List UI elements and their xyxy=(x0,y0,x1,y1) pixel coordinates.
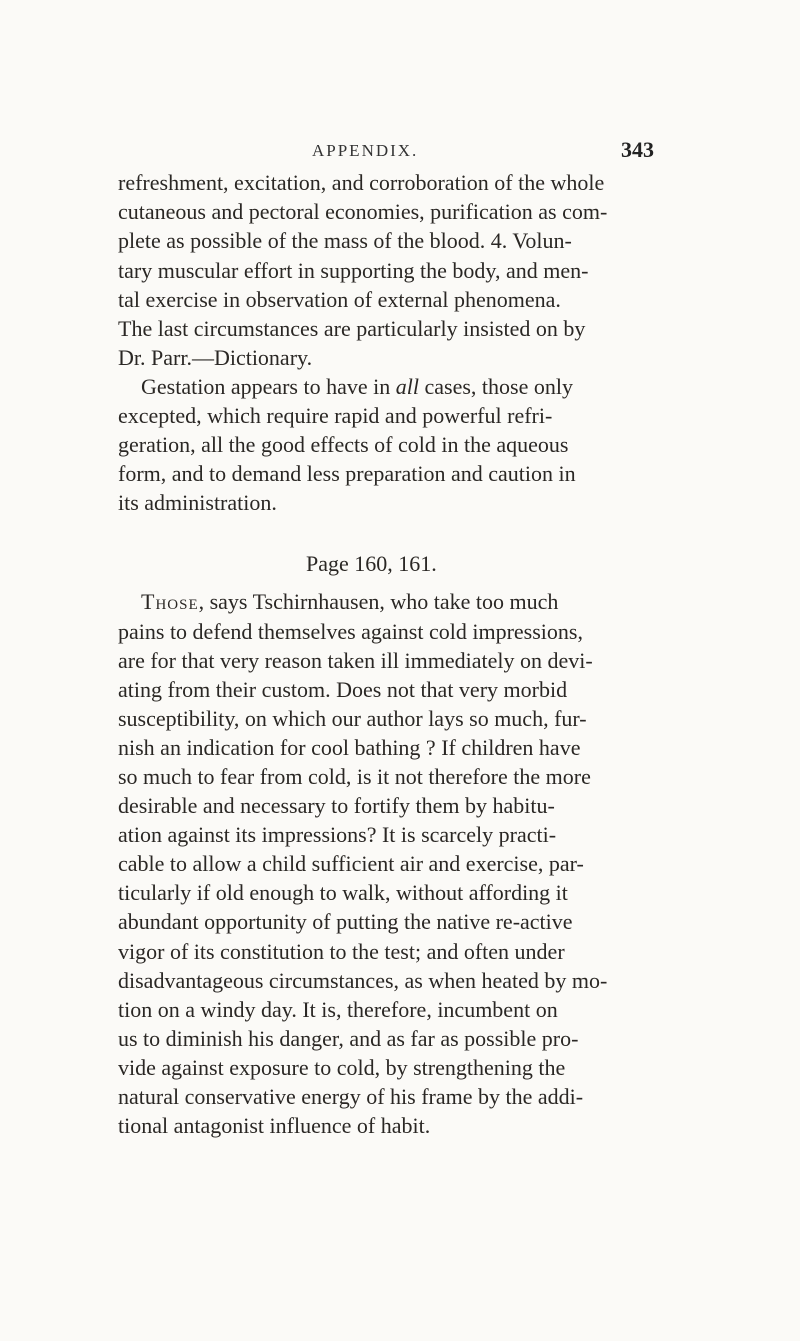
page-number: 343 xyxy=(621,137,654,162)
text-line: vide against exposure to cold, by strengthening the xyxy=(118,1055,566,1080)
text-line: plete as possible of the mass of the blood. 4. Volun- xyxy=(118,228,572,253)
text-line: desirable and necessary to fortify them by habitu- xyxy=(118,793,555,818)
text-line: so much to fear from cold, is it not therefore the more xyxy=(118,764,591,789)
text-line: tion on a windy day. It is, therefore, incumbent on xyxy=(118,997,558,1022)
text-line: The last circumstances are particularly insisted on by xyxy=(118,316,586,341)
text-span: Gestation appears to have in xyxy=(141,374,396,399)
text-line: tional antagonist influence of habit. xyxy=(118,1113,431,1138)
text-line: ation against its impressions? It is scarcely practi- xyxy=(118,822,557,847)
text-line: excepted, which require rapid and powerful refri- xyxy=(118,403,553,428)
text-line: are for that very reason taken ill immediately on devi- xyxy=(118,648,593,673)
text-line: cutaneous and pectoral economies, purification as com- xyxy=(118,199,608,224)
text-line: tary muscular effort in supporting the body, and men- xyxy=(118,258,589,283)
text-line: form, and to demand less preparation and caution in xyxy=(118,461,576,486)
text-line xyxy=(141,376,573,398)
text-line: tal exercise in observation of external phenomena. xyxy=(118,287,561,312)
small-caps-lead: Those xyxy=(141,589,199,614)
text-line: natural conservative energy of his frame by the addi- xyxy=(118,1084,584,1109)
text-line: us to diminish his danger, and as far as possible pro- xyxy=(118,1026,579,1051)
text-line: susceptibility, on which our author lays so much, fur- xyxy=(118,706,587,731)
emphasis-text: all xyxy=(395,374,419,399)
text-line: Dr. Parr.—Dictionary. xyxy=(118,345,313,370)
text-span: , says Tschirnhausen, who take too much xyxy=(198,589,559,614)
text-line: cable to allow a child sufficient air and exercise, par- xyxy=(118,851,584,876)
section-heading: Page 160, 161. xyxy=(306,551,437,576)
running-head: APPENDIX. xyxy=(312,141,419,160)
text-line: pains to defend themselves against cold impressions, xyxy=(118,619,583,644)
text-line: nish an indication for cool bathing ? If children have xyxy=(118,735,581,760)
text-line: geration, all the good effects of cold in the aqueous xyxy=(118,432,569,457)
text-line: ating from their custom. Does not that very morbid xyxy=(118,677,568,702)
text-line: refreshment, excitation, and corroboration of the whole xyxy=(118,170,605,195)
text-span: cases, those only xyxy=(419,374,573,399)
text-line: vigor of its constitution to the test; and often under xyxy=(118,939,565,964)
text-line: its administration. xyxy=(118,490,277,515)
text-line: abundant opportunity of putting the native re-active xyxy=(118,909,573,934)
text-line xyxy=(141,591,558,613)
text-line: disadvantageous circumstances, as when heated by mo- xyxy=(118,968,608,993)
text-line: ticularly if old enough to walk, without affording it xyxy=(118,880,568,905)
